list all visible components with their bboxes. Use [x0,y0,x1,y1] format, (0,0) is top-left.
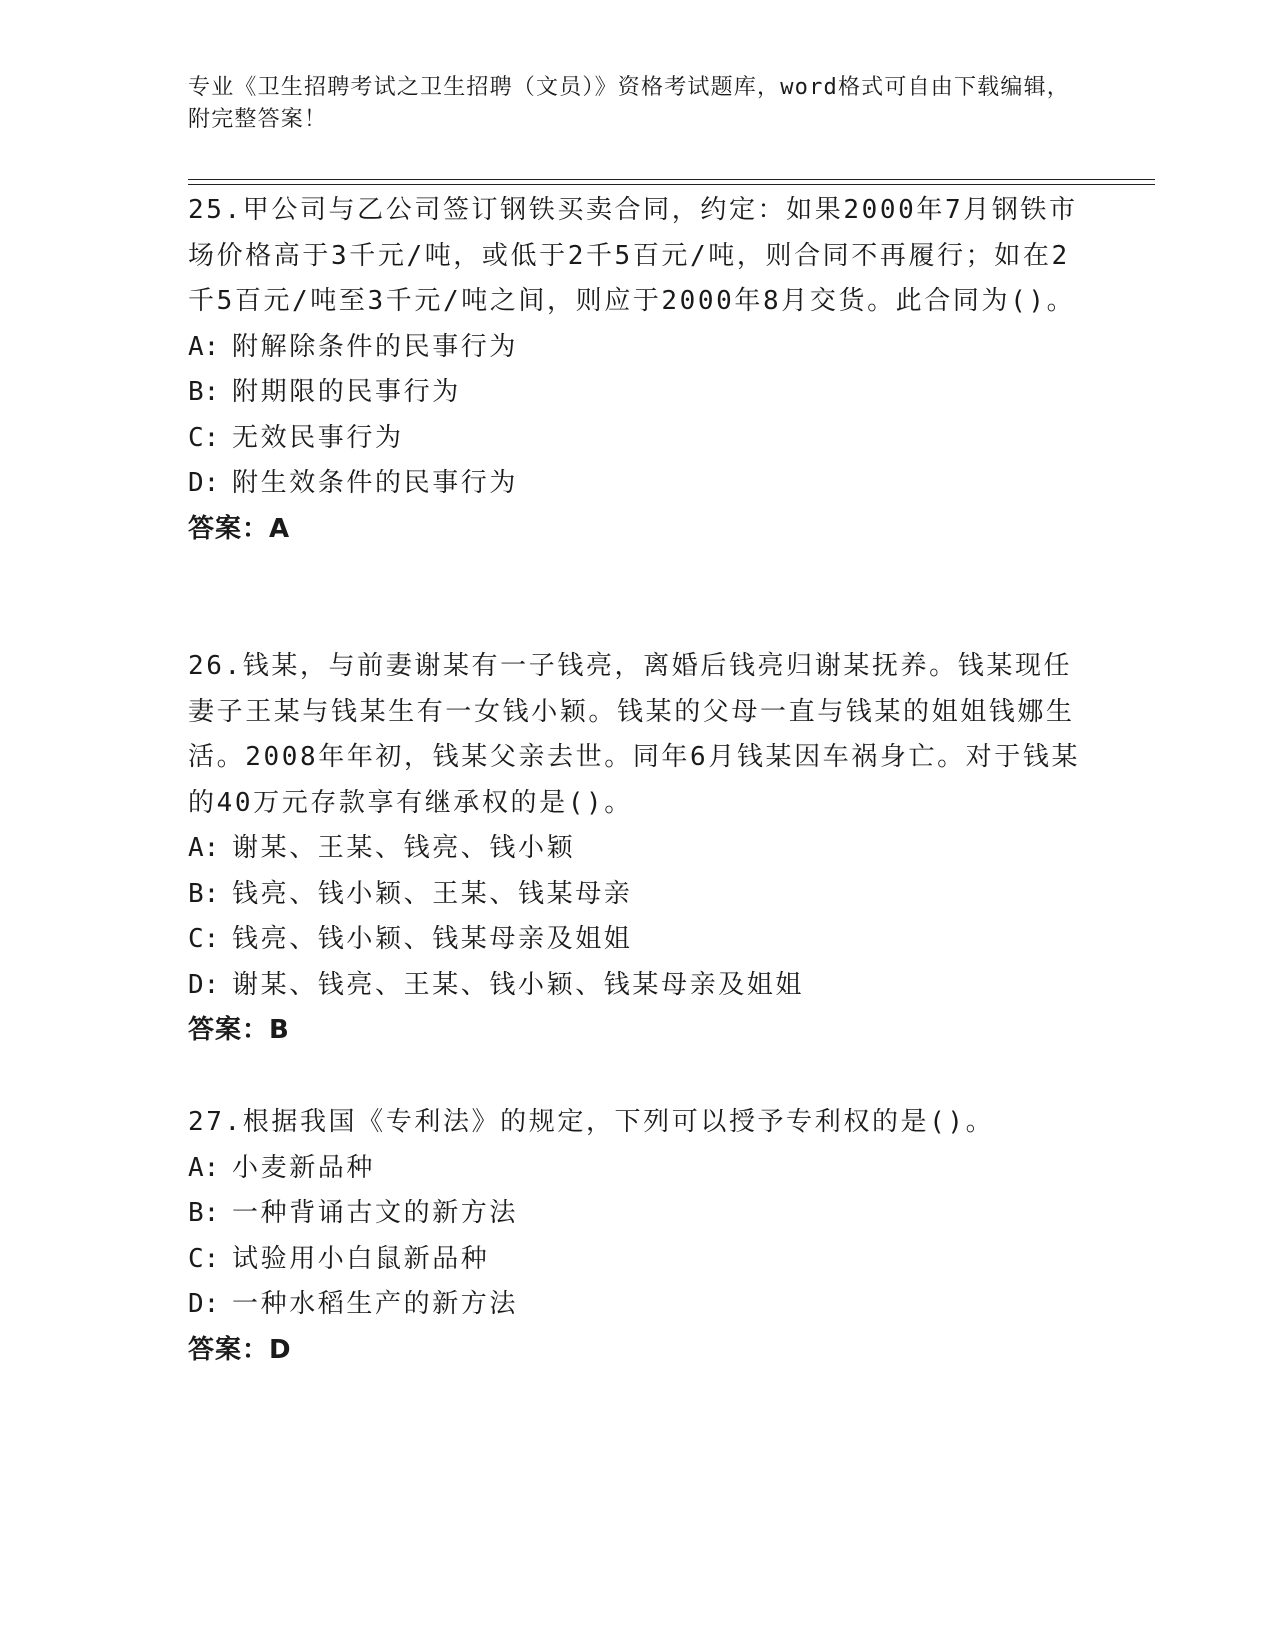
option-key: D: [188,1289,220,1319]
option-key: A: [188,331,220,362]
question-26 [188,644,1088,1054]
option-key: B: [188,377,220,407]
question-25 [188,188,1088,552]
option-b [188,370,1088,416]
question-stem: 27.根据我国《专利法》的规定，下列可以授予专利权的是()。 [188,1107,995,1137]
option-key: C: [188,924,220,954]
option-key: C: [188,1243,220,1274]
option-d [188,1282,1088,1328]
header-rule-top [188,179,1155,180]
option-text: 谢某、王某、钱亮、钱小颖 [232,833,576,863]
option-key: C: [188,422,220,453]
question-stem: 26.钱某，与前妻谢某有一子钱亮，离婚后钱亮归谢某抚养。钱某现任妻子王某与钱某生有一女钱小颖。钱某的父母一直与钱某的姐姐钱娜生活。2008年年初，钱某父亲去世。同年6月钱某因车祸身亡。对于钱某的40万元存款享有继承权的是()。 [188,651,1081,818]
option-key: B: [188,878,220,909]
option-a [188,325,1088,371]
option-text: 小麦新品种 [232,1152,376,1183]
option-b [188,872,1088,918]
answer-line: 答案：B [188,1015,290,1045]
header-rule-bottom [188,184,1155,185]
option-c [188,416,1088,462]
document-header: 专业《卫生招聘考试之卫生招聘（文员）》资格考试题库，word格式可自由下载编辑，附完整答案！ [188,75,1070,132]
option-d [188,963,1088,1009]
option-text: 附期限的民事行为 [232,377,461,407]
option-text: 钱亮、钱小颖、王某、钱某母亲 [232,878,633,909]
option-a [188,826,1088,872]
question-27 [188,1100,1088,1373]
option-text: 附生效条件的民事行为 [232,468,519,498]
option-b [188,1191,1088,1237]
option-text: 试验用小白鼠新品种 [232,1243,490,1274]
option-key: B: [188,1198,220,1228]
question-stem: 25.甲公司与乙公司签订钢铁买卖合同，约定：如果2000年7月钢铁市场价格高于3千元/吨，或低于2千5百元/吨，则合同不再履行；如在2千5百元/吨至3千元/吨之间，则应于2000年8月交货。此合同为()。 [188,195,1078,316]
option-c [188,1237,1088,1283]
answer-line: 答案：D [188,1334,292,1365]
option-text: 钱亮、钱小颖、钱某母亲及姐姐 [232,924,633,954]
option-text: 一种水稻生产的新方法 [232,1289,519,1319]
option-key: A: [188,1152,220,1183]
option-text: 无效民事行为 [232,422,404,453]
option-key: D: [188,969,220,1000]
option-text: 一种背诵古文的新方法 [232,1198,519,1228]
option-text: 谢某、钱亮、王某、钱小颖、钱某母亲及姐姐 [232,969,805,1000]
option-key: A: [188,833,220,863]
option-a [188,1146,1088,1192]
option-key: D: [188,468,220,498]
option-d [188,461,1088,507]
answer-line: 答案：A [188,513,291,544]
option-c [188,917,1088,963]
option-text: 附解除条件的民事行为 [232,331,519,362]
